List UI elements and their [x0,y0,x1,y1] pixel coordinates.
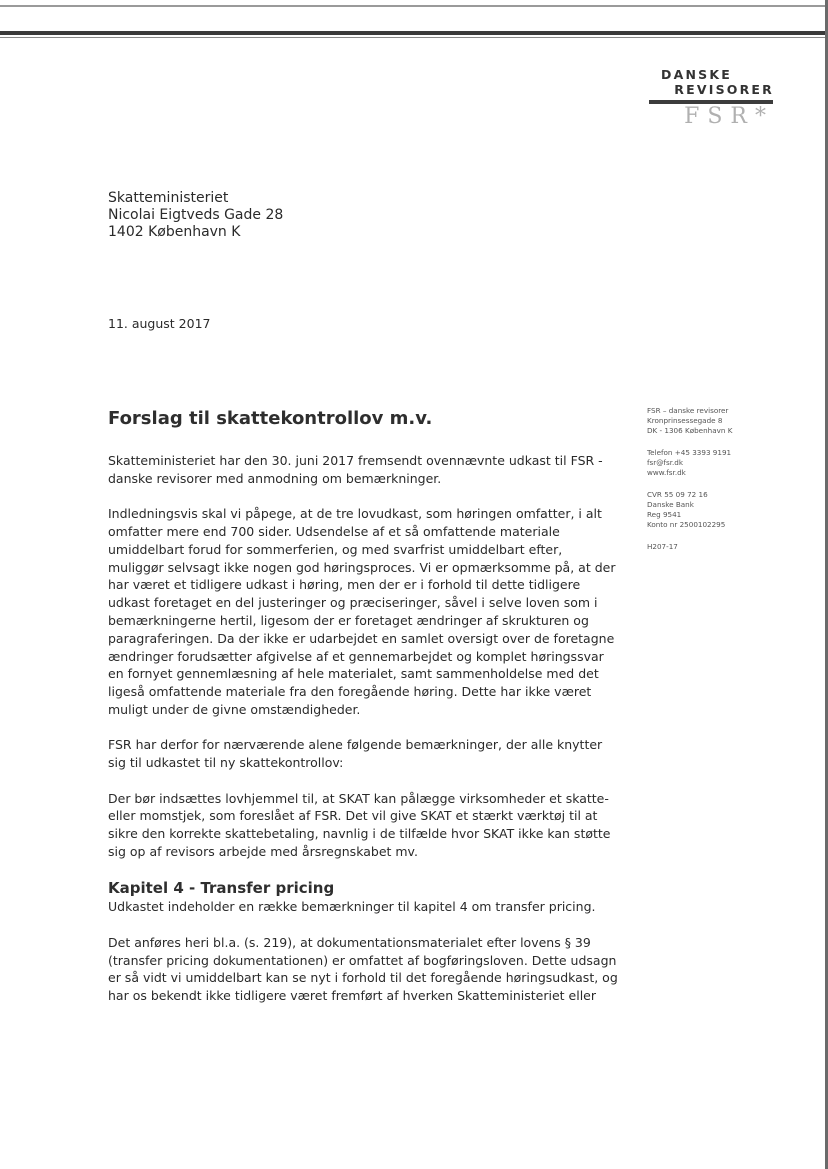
paragraph-line: umiddelbart forud for sommerferien, og med svarfrist umiddelbart efter, [108,541,563,557]
letter-body [108,452,618,1022]
paragraph-line: muliggør selvsagt ikke nogen god høringsproces. Vi er opmærksomme på, at der [108,559,616,575]
sender-org: FSR – danske revisorer [647,406,729,415]
sender-reference [647,542,732,552]
paragraph-line: sig op af revisors arbejde med årsregnskabet mv. [108,843,418,859]
sender-email: fsr@fsr.dk [647,458,683,467]
sender-cvr: CVR 55 09 72 16 [647,490,708,499]
paragraph-line: Indledningsvis skal vi påpege, at de tre lovudkast, som høringen omfatter, i alt [108,506,602,522]
sender-phone: Telefon +45 3393 9191 [647,448,732,457]
sender-city: DK - 1306 København K [647,426,733,435]
section-heading: Kapitel 4 - Transfer pricing [108,879,335,898]
paragraph-line: en fornyet gennemlæsning af hele materialet, samt sammenholdelse med det [108,666,599,682]
paragraph-process [108,505,616,719]
paragraph-tp-documentation [108,934,618,1005]
paragraph-tp-intro [108,898,608,916]
paragraph-line: sig til udkastet til ny skattekontrollov: [108,755,344,771]
paragraph-line: udkast foretaget en del justeringer og præciseringer, såvel i selve loven som i [108,595,598,611]
paragraph-line: eller momstjek, som foreslået af FSR. Det vil give SKAT et stærkt værktøj til at [108,808,598,824]
recipient-city: 1402 København K [108,224,241,240]
sender-address [647,406,732,436]
scan-edge-top [0,5,828,7]
paragraph-line: sikre den korrekte skattebetaling, navnlig i de tilfælde hvor SKAT ikke kan støtte [108,826,611,842]
paragraph-line: ligeså omfattende materiale fra den foregående høring. Dette har ikke været [108,684,592,700]
paragraph-line: FSR har derfor for nærværende alene følgende bemærkninger, der alle knytter [108,737,603,753]
paragraph-line: Det anføres heri bl.a. (s. 219), at dokumentationsmaterialet efter lovens § 39 [108,934,591,950]
paragraph-line: danske revisorer med anmodning om bemærkninger. [108,470,442,486]
paragraph-line: Udkastet indeholder en række bemærkninger til kapitel 4 om transfer pricing. [108,899,596,915]
sender-web: www.fsr.dk [647,468,686,477]
recipient-name: Skatteministeriet [108,190,229,206]
letter-date: 11. august 2017 [108,316,211,331]
letter-title: Forslag til skattekontrollov m.v. [108,408,433,429]
sender-contact [647,448,732,478]
fsr-logo [640,68,780,129]
paragraph-line: er så vidt vi umiddelbart kan se nyt i forhold til det foregående høringsudkast, og [108,970,618,986]
paragraph-line: ændringer forudsætter afgivelse af et gennemarbejdet og komplet høringssvar [108,648,604,664]
recipient-address [108,190,283,241]
paragraph-line: bemærkningerne hertil, ligesom der er foretaget ændringer af skrukturen og [108,612,589,628]
paragraph-line: har været et tidligere udkast i høring, men der er i forhold til dette tidligere [108,577,581,593]
sender-reg: Reg 9541 [647,510,682,519]
logo-line-revisorer: REVISORER [674,82,774,97]
recipient-street: Nicolai Eigtveds Gade 28 [108,207,284,223]
scan-rule-top-thin [0,37,828,38]
paragraph-intro [108,452,608,488]
sender-bank [647,490,732,530]
logo-line-danske: DANSKE [661,67,732,82]
sender-bank-name: Danske Bank [647,500,694,509]
sender-street: Kronprinsessegade 8 [647,416,723,425]
paragraph-line: paragraferingen. Da der ikke er udarbejdet en samlet oversigt over de foretagne [108,630,615,646]
paragraph-remarks [108,736,608,772]
paragraph-line: har os bekendt ikke tidligere været fremført af hverken Skatteministeriet eller [108,988,597,1004]
paragraph-line: muligt under de givne omstændigheder. [108,701,361,717]
sender-sidebar [647,406,732,564]
paragraph-line: Der bør indsættes lovhjemmel til, at SKAT kan pålægge virksomheder et skatte- [108,790,609,806]
paragraph-line: omfatter mere end 700 sider. Udsendelse af et så omfattende materiale [108,523,560,539]
scan-rule-top [0,31,828,35]
sender-konto: Konto nr 2500102295 [647,520,726,529]
sender-ref: H207-17 [647,542,678,551]
logo-mark-fsr: FSR* [684,104,774,129]
paragraph-skattetjek [108,790,611,861]
paragraph-line: Skatteministeriet har den 30. juni 2017 fremsendt ovennævnte udkast til FSR - [108,453,603,468]
paragraph-line: (transfer pricing dokumentationen) er omfattet af bogføringsloven. Dette udsagn [108,952,617,968]
